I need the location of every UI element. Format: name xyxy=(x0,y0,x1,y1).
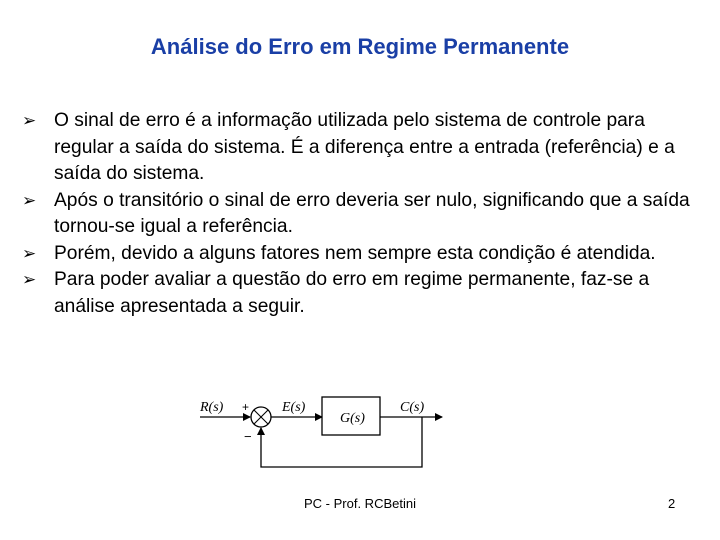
minus-sign: − xyxy=(244,429,252,444)
bullet-text: Porém, devido a alguns fatores nem sempre esta condição é atendida. xyxy=(54,242,656,264)
arrow-bullet-icon: ➢ xyxy=(22,243,37,263)
block-label: G(s) xyxy=(340,411,365,426)
footer-author: PC - Prof. RCBetini xyxy=(304,496,416,511)
bullet-text: Após o transitório o sinal de erro deveria ser nulo, significando que a saída tornou-se igual a referência. xyxy=(54,189,690,237)
arrow-bullet-icon: ➢ xyxy=(22,190,37,210)
bullet-item xyxy=(22,108,702,188)
output-label: C(s) xyxy=(400,400,425,415)
arrow-bullet-icon: ➢ xyxy=(22,111,37,130)
arrow-bullet-icon: ➢ xyxy=(22,270,37,289)
feedback-block-diagram xyxy=(190,392,450,492)
slide-title: Análise do Erro em Regime Permanente xyxy=(150,34,570,59)
input-label: R(s) xyxy=(200,400,224,415)
bullet-item xyxy=(22,241,702,268)
bullet-item xyxy=(22,267,702,320)
bullet-item xyxy=(22,188,702,241)
bullet-list xyxy=(22,108,702,320)
bullet-text: O sinal de erro é a informação utilizada pelo sistema de controle para regular a saída do sistema. É a diferença entre a entrada (referência) e a saída do sistema. xyxy=(54,110,675,184)
page-number: 2 xyxy=(668,496,676,511)
plus-sign: + xyxy=(242,400,250,414)
error-label: E(s) xyxy=(282,400,306,415)
bullet-text: Para poder avaliar a questão do erro em regime permanente, faz-se a análise apresentada a seguir. xyxy=(54,269,650,317)
